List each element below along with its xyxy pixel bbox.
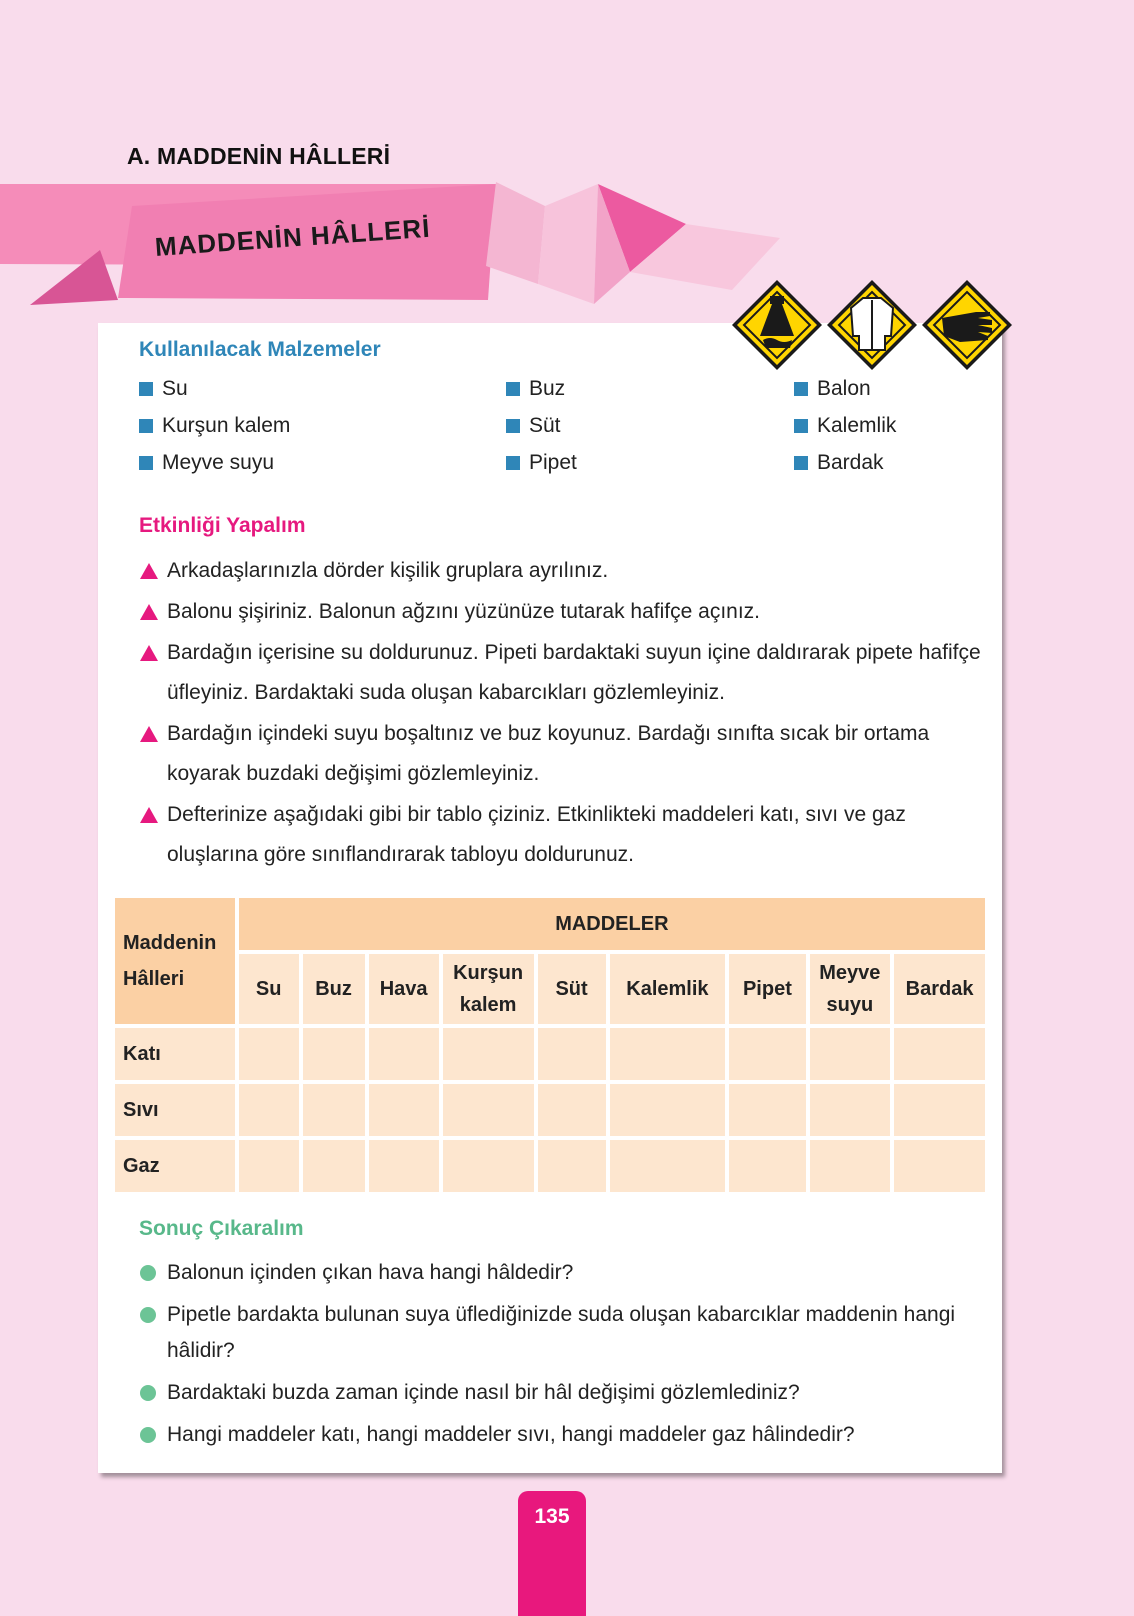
question-item: Bardaktaki buzda zaman içinde nasıl bir hâl değişimi gözlemlediniz? [139,1375,999,1411]
section-title: A. MADDENİN HÂLLERİ [127,143,391,169]
question-item: Hangi maddeler katı, hangi maddeler sıvı, hangi maddeler gaz hâlindedir? [139,1417,999,1453]
triangle-bullet-icon [140,563,158,579]
material-item: Su [139,377,188,401]
column-header: Süt [538,954,606,1024]
triangle-bullet-icon [140,645,158,661]
circle-bullet-icon [140,1307,156,1323]
banner-title: MADDENİN HÂLLERİ [153,212,432,262]
material-item: Pipet [506,451,577,475]
lab-coat-icon [827,280,917,370]
page-number: 135 [534,1505,570,1528]
material-item: Balon [794,377,871,401]
activity-step: Bardağın içindeki suyu boşaltınız ve buz koyunuz. Bardağı sınıfta sıcak bir ortama koyarak buzdaki değişimi gözlemleyiniz. [139,714,999,794]
chemical-hazard-icon [732,280,822,370]
column-header: Kurşun kalem [443,954,534,1024]
conclusion-questions [139,1255,999,1459]
column-header: Hava [369,954,439,1024]
activity-step: Bardağın içerisine su doldurunuz. Pipeti bardaktaki suyun içine daldırarak pipete hafifçe üfleyiniz. Bardaktaki suda oluşan kabarcıkları gözlemleyiniz. [139,633,999,713]
triangle-bullet-icon [140,807,158,823]
material-item: Kalemlik [794,414,896,438]
column-header: Pipet [729,954,805,1024]
material-item: Bardak [794,451,884,475]
activity-steps [139,551,999,876]
triangle-bullet-icon [140,604,158,620]
column-header: Meyve suyu [810,954,891,1024]
material-item: Kurşun kalem [139,414,290,438]
question-item: Pipetle bardakta bulunan suya üflediğinizde suda oluşan kabarcıklar maddenin hangi hâlidir? [139,1297,999,1369]
glove-icon [922,280,1012,370]
conclusion-heading: Sonuç Çıkaralım [139,1217,304,1240]
column-header: Su [239,954,299,1024]
row-label-sivi: Sıvı [115,1084,235,1136]
row-label-gaz: Gaz [115,1140,235,1192]
material-item: Meyve suyu [139,451,274,475]
table-corner-header: Maddenin Hâlleri [115,898,235,1024]
maddeler-header: MADDELER [239,898,985,950]
material-item: Buz [506,377,565,401]
materials-heading: Kullanılacak Malzemeler [139,338,381,361]
question-item: Balonun içinden çıkan hava hangi hâldedir? [139,1255,999,1291]
circle-bullet-icon [140,1265,156,1281]
activity-step: Defterinize aşağıdaki gibi bir tablo çiziniz. Etkinlikteki maddeleri katı, sıvı ve gaz oluşlarına göre sınıflandırarak tabloyu doldurunuz. [139,795,999,875]
classification-table [111,894,989,1196]
triangle-bullet-icon [140,726,158,742]
activity-step: Arkadaşlarınızla dörder kişilik gruplara ayrılınız. [139,551,999,591]
column-header: Kalemlik [610,954,726,1024]
safety-signs [730,278,1015,373]
row-label-kati: Katı [115,1028,235,1080]
circle-bullet-icon [140,1385,156,1401]
column-header: Buz [303,954,365,1024]
activity-step: Balonu şişiriniz. Balonun ağzını yüzünüze tutarak hafifçe açınız. [139,592,999,632]
activity-heading: Etkinliği Yapalım [139,514,306,537]
material-item: Süt [506,414,561,438]
column-header: Bardak [894,954,985,1024]
circle-bullet-icon [140,1427,156,1443]
